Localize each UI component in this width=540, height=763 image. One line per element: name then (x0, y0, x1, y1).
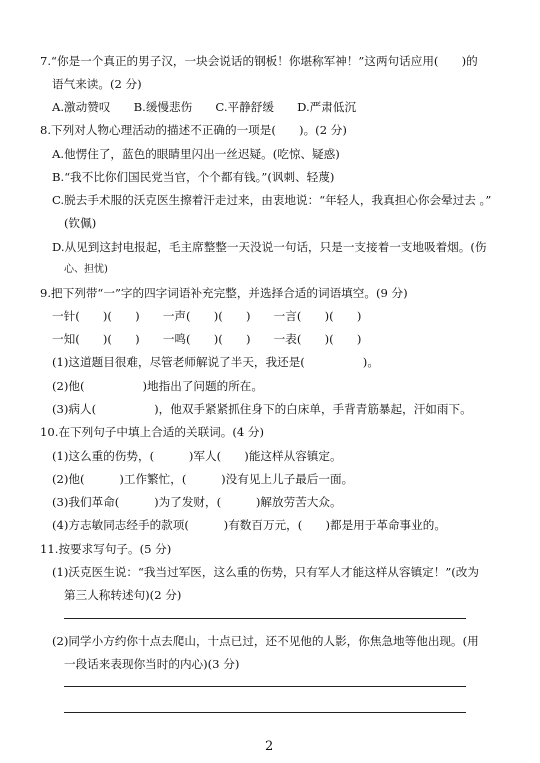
q8-option-c: C.脱去手术服的沃克医生擦着汗走过来，由衷地说：“年轻人，我真担心你会晕过去 。” (52, 193, 492, 207)
q11-item-1-cont: 第三人称转述句)(2 分) (64, 588, 182, 602)
q11-item-1: (1)沃克医生说：“我当过军医，这么重的伤势，只有军人才能这样从容镇定！”(改为 (52, 565, 479, 579)
q9-stem: 9.把下列带“一”字的四字词语补充完整，并选择合适的词语填空。(9 分) (40, 286, 408, 300)
answer-line-3[interactable] (64, 712, 466, 713)
q9-sentence-1: (1)这道题目很难，尽管老师解说了半天，我还是( )。 (52, 355, 379, 369)
q7-stem: 7.“你是一个真正的男子汉，一块会说话的钢板！你堪称军神！”这两句话应用( )的 (40, 54, 478, 68)
q9-sentence-3: (3)病人( )，他双手紧紧抓住身下的白床单，手背青筋暴起，汗如雨下。 (52, 402, 472, 416)
q10-sentence-3: (3)我们革命( )为了发财，( )解放劳苦大众。 (52, 495, 342, 509)
q10-sentence-4: (4)方志敏同志经手的款项( )有数百万元，( )都是用于革命事业的。 (52, 518, 446, 532)
q11-stem: 11.按要求写句子。(5 分) (40, 542, 172, 556)
answer-line-1[interactable] (64, 618, 466, 619)
page-number: 2 (265, 739, 274, 754)
q8-option-c-cont: (钦佩) (64, 216, 97, 230)
q8-option-d: D.从见到这封电报起，毛主席整整一天没说一句话，只是一支接着一支地吸着烟。(伤 (52, 240, 487, 254)
answer-line-2[interactable] (64, 686, 466, 687)
q9-words-row1: 一针( )( ) 一声( )( ) 一言( )( ) (52, 309, 362, 323)
q8-option-b: B.“我不比你们国民党当官，个个都有钱。”(讽刺、轻蔑) (52, 170, 335, 184)
q8-stem: 8.下列对人物心理活动的描述不正确的一项是( )。(2 分) (40, 123, 347, 137)
q10-sentence-2: (2)他( )工作繁忙，( )没有见上儿子最后一面。 (52, 472, 354, 486)
q11-item-2-cont: 一段话来表现你当时的内心)(3 分) (64, 657, 240, 671)
q9-sentence-2: (2)他( )地指出了问题的所在。 (52, 379, 263, 393)
q8-option-d-cont: 心、担忧) (64, 264, 108, 275)
q10-stem: 10.在下列句子中填上合适的关联词。(4 分) (40, 425, 265, 439)
q10-sentence-1: (1)这么重的伤势，( )军人( )能这样从容镇定。 (52, 449, 342, 463)
q11-item-2: (2)同学小方约你十点去爬山，十点已过，还不见他的人影，你焦急地等他出现。(用 (52, 634, 479, 648)
q7-stem-cont: 语气来读。(2 分) (52, 77, 142, 91)
q9-words-row2: 一知( )( ) 一鸣( )( ) 一表( )( ) (52, 332, 362, 346)
q7-options: A.激动赞叹 B.缓慢悲伤 C.平静舒缓 D.严肃低沉 (52, 100, 357, 114)
q8-option-a: A.他愣住了，蓝色的眼睛里闪出一丝迟疑。(吃惊、疑惑) (52, 147, 340, 161)
